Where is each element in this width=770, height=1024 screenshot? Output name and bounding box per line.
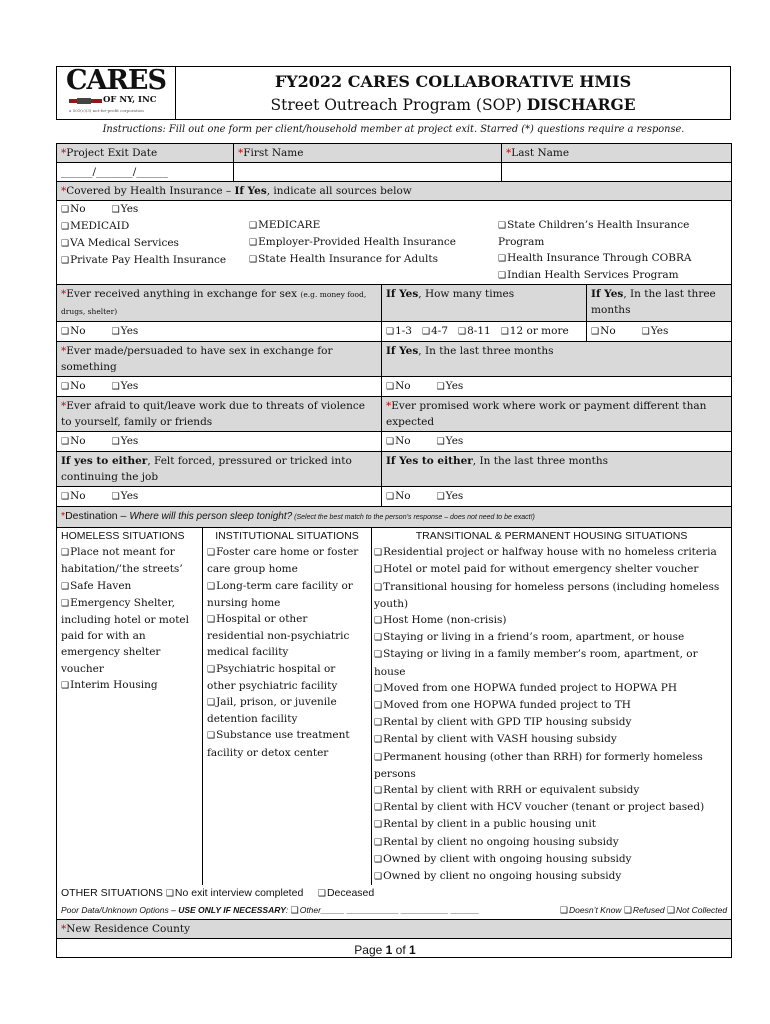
dest-transitional-checkbox[interactable]: ❑Moved from one HOPWA funded project to HOPWA PH — [374, 681, 678, 694]
dest-ltc-checkbox[interactable]: ❑Long-term care facility or nursing home — [207, 579, 353, 609]
form-table — [56, 143, 732, 958]
dest-transitional-checkbox[interactable]: ❑Host Home (non-crisis) — [374, 614, 507, 627]
exchange-how-many-label: If Yes, How many times — [382, 285, 587, 322]
instructions: Instructions: Fill out one form per client/household member at project exit. Starred (*) questions require a response. — [102, 124, 685, 135]
state-adults-checkbox[interactable]: ❑State Health Insurance for Adults — [249, 253, 438, 265]
exchange-label: *Ever received anything in exchange for sex (e.g. money food, drugs, shelter) — [57, 285, 382, 322]
promised-label: *Ever promised work where work or payment different than expected — [382, 397, 732, 432]
dest-transitional-checkbox[interactable]: ❑Hotel or motel paid for without emergency shelter voucher — [374, 563, 699, 576]
exit-date-label: *Project Exit Date — [57, 144, 234, 163]
count-12-checkbox[interactable]: ❑12 or more — [500, 325, 569, 337]
header-titles — [176, 67, 730, 119]
dest-street-checkbox[interactable]: ❑Place not meant for habitation/’the streets’ — [61, 546, 183, 576]
afraid-yes-checkbox[interactable]: ❑Yes — [111, 435, 139, 447]
exit-date-field[interactable]: ______/_______/______ — [57, 163, 234, 182]
cares-logo — [57, 67, 176, 119]
exchange-yes-checkbox[interactable]: ❑Yes — [111, 325, 139, 337]
form-header — [56, 66, 731, 120]
dest-psych-checkbox[interactable]: ❑Psychiatric hospital or other psychiatric facility — [207, 662, 338, 692]
dest-transitional-checkbox[interactable]: ❑Residential project or halfway house with no homeless criteria — [374, 546, 717, 559]
afraid-no-checkbox[interactable]: ❑No — [61, 435, 86, 447]
first-name-field[interactable] — [234, 163, 502, 182]
dest-safe-haven-checkbox[interactable]: ❑Safe Haven — [61, 579, 132, 592]
forced-no-checkbox[interactable]: ❑No — [61, 490, 86, 502]
afraid-answer — [57, 432, 382, 452]
insurance-yes-checkbox[interactable]: ❑Yes — [111, 203, 139, 215]
dest-transitional-checkbox[interactable]: ❑Transitional housing for homeless persons (including homeless youth) — [374, 580, 720, 610]
forced-yes-checkbox[interactable]: ❑Yes — [111, 490, 139, 502]
persuaded-answer — [57, 377, 382, 397]
logo-bar-dark — [77, 98, 91, 104]
destination-label: *Destination – Where will this person sleep tonight? (Select the best match to the person’s response – does not need to be exact!) — [57, 507, 732, 528]
exchange-last3-answer — [587, 322, 732, 342]
promised-answer — [382, 432, 732, 452]
dest-transitional-checkbox[interactable]: ❑Rental by client with GPD TIP housing subsidy — [374, 716, 632, 729]
persuaded-last3-label: If Yes, In the last three months — [382, 342, 732, 377]
forced-answer — [57, 487, 382, 507]
dest-transitional-checkbox[interactable]: ❑Staying or living in a friend’s room, apartment, or house — [374, 631, 685, 644]
count-4-7-checkbox[interactable]: ❑4-7 — [422, 325, 449, 337]
county-label: *New Residence County — [57, 920, 732, 939]
exchange-count — [382, 322, 587, 342]
persuaded-yes-checkbox[interactable]: ❑Yes — [111, 380, 139, 392]
homeless-heading: HOMELESS SITUATIONS — [61, 530, 185, 542]
count-8-11-checkbox[interactable]: ❑8-11 — [458, 325, 491, 337]
logo-subtext: OF NY, INC — [103, 95, 157, 105]
no-exit-interview-checkbox[interactable]: ❑No exit interview completed — [165, 887, 304, 900]
forced-label: If yes to either, Felt forced, pressured or tricked into continuing the job — [57, 452, 382, 487]
afraid-label: *Ever afraid to quit/leave work due to threats of violence to yourself, family or friends — [57, 397, 382, 432]
forced-last3-yes-checkbox[interactable]: ❑Yes — [436, 490, 464, 502]
dest-transitional-checkbox[interactable]: ❑Rental by client in a public housing unit — [374, 818, 596, 831]
transitional-heading: TRANSITIONAL & PERMANENT HOUSING SITUATIONS — [415, 530, 688, 542]
persuaded-last3-yes-checkbox[interactable]: ❑Yes — [436, 380, 464, 392]
dest-hospital-checkbox[interactable]: ❑Hospital or other residential non-psychiatric medical facility — [207, 613, 350, 659]
logo-text: CARES — [66, 65, 166, 96]
dest-jail-checkbox[interactable]: ❑Jail, prison, or juvenile detention facility — [207, 696, 337, 726]
insurance-label: *Covered by Health Insurance – If Yes, indicate all sources below — [57, 182, 732, 201]
insurance-no-checkbox[interactable]: ❑No — [61, 203, 86, 215]
persuaded-last3-answer — [382, 377, 732, 397]
forced-last3-answer — [382, 487, 732, 507]
dest-transitional-checkbox[interactable]: ❑Rental by client no ongoing housing subsidy — [374, 835, 619, 848]
medicare-checkbox[interactable]: ❑MEDICARE — [249, 219, 321, 231]
promised-yes-checkbox[interactable]: ❑Yes — [436, 435, 464, 447]
form-title: FY2022 CARES COLLABORATIVE HMIS — [274, 72, 632, 91]
dest-substance-checkbox[interactable]: ❑Substance use treatment facility or detox center — [207, 729, 350, 759]
page-number: Page 1 of 1 — [354, 943, 416, 957]
logo-tagline: a 501(c)(3) not-for-profit corporation — [69, 108, 144, 113]
other-situations: OTHER SITUATIONS ❑No exit interview completed ❑Deceased — [61, 887, 375, 900]
dest-transitional-checkbox[interactable]: ❑Permanent housing (other than RRH) for formerly homeless persons — [374, 750, 703, 780]
destination-options — [57, 528, 732, 920]
poor-other-checkbox[interactable]: ❑Other_____ ___________ __________ ______ — [290, 905, 480, 917]
exchange-no-checkbox[interactable]: ❑No — [61, 325, 86, 337]
doesnt-know-checkbox[interactable]: ❑Doesn’t Know — [559, 905, 622, 917]
dest-transitional-checkbox[interactable]: ❑Rental by client with HCV voucher (tenant or project based) — [374, 801, 705, 814]
promised-no-checkbox[interactable]: ❑No — [386, 435, 411, 447]
first-name-label: *First Name — [234, 144, 502, 163]
insurance-options — [57, 201, 732, 285]
form-subtitle: Street Outreach Program (SOP) DISCHARGE — [270, 95, 636, 114]
forced-last3-label: If Yes to either, In the last three months — [382, 452, 732, 487]
dest-interim-checkbox[interactable]: ❑Interim Housing — [61, 678, 158, 691]
refused-checkbox[interactable]: ❑Refused — [623, 905, 665, 917]
dest-transitional-checkbox[interactable]: ❑Owned by client with ongoing housing subsidy — [374, 852, 632, 865]
last-name-label: *Last Name — [502, 144, 732, 163]
ihs-checkbox[interactable]: ❑Indian Health Services Program — [498, 269, 679, 281]
dest-transitional-checkbox[interactable]: ❑Moved from one HOPWA funded project to TH — [374, 699, 631, 712]
forced-last3-no-checkbox[interactable]: ❑No — [386, 490, 411, 502]
last-name-field[interactable] — [502, 163, 732, 182]
cobra-checkbox[interactable]: ❑Health Insurance Through COBRA — [498, 252, 692, 264]
count-1-3-checkbox[interactable]: ❑1-3 — [386, 325, 412, 337]
persuaded-last3-no-checkbox[interactable]: ❑No — [386, 380, 411, 392]
dest-emergency-shelter-checkbox[interactable]: ❑Emergency Shelter, including hotel or motel paid for with an emergency shelter voucher — [61, 596, 189, 675]
exchange-last3-yes-checkbox[interactable]: ❑Yes — [641, 325, 669, 337]
deceased-checkbox[interactable]: ❑Deceased — [317, 887, 375, 900]
dest-transitional-checkbox[interactable]: ❑Rental by client with VASH housing subsidy — [374, 733, 617, 746]
institutional-heading: INSTITUTIONAL SITUATIONS — [215, 530, 359, 542]
dest-transitional-checkbox[interactable]: ❑Owned by client no ongoing housing subsidy — [374, 870, 622, 883]
medicaid-checkbox[interactable]: ❑MEDICAID — [61, 220, 130, 232]
employer-checkbox[interactable]: ❑Employer-Provided Health Insurance — [249, 236, 457, 248]
private-pay-checkbox[interactable]: ❑Private Pay Health Insurance — [61, 254, 227, 266]
dest-foster-checkbox[interactable]: ❑Foster care home or foster care group home — [207, 546, 359, 576]
exchange-last3-no-checkbox[interactable]: ❑No — [591, 325, 616, 337]
dest-transitional-checkbox[interactable]: ❑Rental by client with RRH or equivalent subsidy — [374, 784, 640, 797]
exchange-last3-label: If Yes, In the last three months — [587, 285, 732, 322]
poor-data-options: Poor Data/Unknown Options – USE ONLY IF NECESSARY: ❑Other_____ ___________ __________ ______ ❑Doesn’t Know ❑Refused ❑Not Collected — [61, 905, 728, 917]
va-checkbox[interactable]: ❑VA Medical Services — [61, 237, 179, 249]
exchange-answer — [57, 322, 382, 342]
schip-checkbox[interactable]: ❑State Children’s Health Insurance — [498, 219, 690, 231]
form-page — [56, 66, 731, 958]
schip-program-text: Program — [498, 236, 545, 248]
persuaded-no-checkbox[interactable]: ❑No — [61, 380, 86, 392]
dest-transitional-checkbox[interactable]: ❑Staying or living in a family member’s room, apartment, or house — [374, 648, 698, 678]
not-collected-checkbox[interactable]: ❑Not Collected — [666, 905, 728, 917]
persuaded-label: *Ever made/persuaded to have sex in exchange for something — [57, 342, 382, 377]
